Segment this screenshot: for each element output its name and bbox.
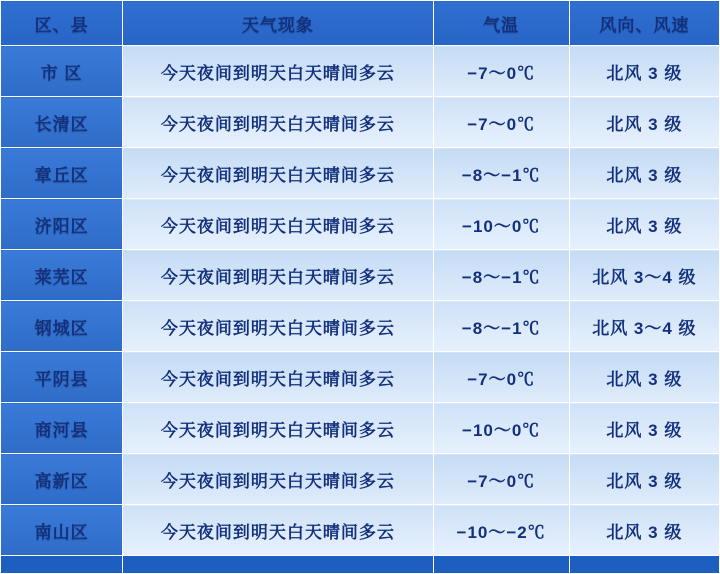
- cell-region: 济阳区: [1, 199, 123, 250]
- cell-wind: 北风 3 级: [569, 97, 719, 148]
- table-footer-spacer: [1, 556, 720, 574]
- cell-phenomenon: 今天夜间到明天白天晴间多云: [123, 454, 433, 505]
- cell-wind: 北风 3 级: [569, 505, 719, 556]
- table-row: [1, 454, 720, 505]
- cell-temperature: −8～−1℃: [433, 148, 569, 199]
- table-header-row: [1, 1, 720, 46]
- cell-region: 市 区: [1, 46, 123, 97]
- column-header-wind: 风向、风速: [569, 1, 719, 46]
- table-row: [1, 46, 720, 97]
- cell-phenomenon: 今天夜间到明天白天晴间多云: [123, 97, 433, 148]
- cell-wind: 北风 3 级: [569, 352, 719, 403]
- cell-phenomenon: 今天夜间到明天白天晴间多云: [123, 148, 433, 199]
- cell-wind: 北风 3 级: [569, 403, 719, 454]
- table-row: [1, 199, 720, 250]
- cell-phenomenon: 今天夜间到明天白天晴间多云: [123, 403, 433, 454]
- cell-temperature: −7～0℃: [433, 46, 569, 97]
- table-body: [1, 46, 720, 574]
- cell-region: 平阴县: [1, 352, 123, 403]
- table-row: [1, 301, 720, 352]
- cell-region: 南山区: [1, 505, 123, 556]
- cell-wind: 北风 3 级: [569, 148, 719, 199]
- cell-phenomenon: 今天夜间到明天白天晴间多云: [123, 301, 433, 352]
- cell-temperature: −8～−1℃: [433, 250, 569, 301]
- table-row: [1, 97, 720, 148]
- cell-region: 钢城区: [1, 301, 123, 352]
- column-header-region: 区、县: [1, 1, 123, 46]
- cell-region: 长清区: [1, 97, 123, 148]
- column-header-phenomenon: 天气现象: [123, 1, 433, 46]
- cell-temperature: −8～−1℃: [433, 301, 569, 352]
- cell-wind: 北风 3 级: [569, 46, 719, 97]
- cell-temperature: −10～0℃: [433, 403, 569, 454]
- cell-temperature: −10～0℃: [433, 199, 569, 250]
- cell-region: 莱芜区: [1, 250, 123, 301]
- table-row: [1, 505, 720, 556]
- cell-wind: 北风 3～4 级: [569, 301, 719, 352]
- cell-phenomenon: 今天夜间到明天白天晴间多云: [123, 46, 433, 97]
- table-header: [1, 1, 720, 46]
- cell-phenomenon: 今天夜间到明天白天晴间多云: [123, 250, 433, 301]
- cell-wind: 北风 3 级: [569, 199, 719, 250]
- cell-temperature: −7～0℃: [433, 97, 569, 148]
- cell-region: 章丘区: [1, 148, 123, 199]
- spacer-cell: [123, 556, 433, 574]
- cell-region: 商河县: [1, 403, 123, 454]
- table-row: [1, 352, 720, 403]
- cell-region: 高新区: [1, 454, 123, 505]
- cell-temperature: −7～0℃: [433, 352, 569, 403]
- column-header-temperature: 气温: [433, 1, 569, 46]
- cell-wind: 北风 3 级: [569, 454, 719, 505]
- table-row: [1, 148, 720, 199]
- spacer-cell: [433, 556, 569, 574]
- spacer-cell: [1, 556, 123, 574]
- table-row: [1, 250, 720, 301]
- table-row: [1, 403, 720, 454]
- cell-phenomenon: 今天夜间到明天白天晴间多云: [123, 199, 433, 250]
- cell-wind: 北风 3～4 级: [569, 250, 719, 301]
- cell-phenomenon: 今天夜间到明天白天晴间多云: [123, 352, 433, 403]
- cell-temperature: −7～0℃: [433, 454, 569, 505]
- cell-phenomenon: 今天夜间到明天白天晴间多云: [123, 505, 433, 556]
- cell-temperature: −10～−2℃: [433, 505, 569, 556]
- spacer-cell: [569, 556, 719, 574]
